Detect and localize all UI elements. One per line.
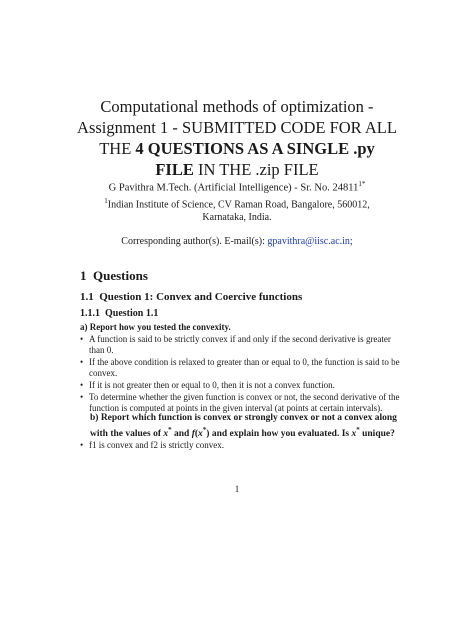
math-paren-close: ) [206,429,210,440]
title-line-3-bold: 4 QUESTIONS AS A SINGLE .py [135,139,375,158]
subsubsection-number: 1.1.1 [80,308,100,319]
corresponding-label: Corresponding author(s). E-mail(s): [121,236,268,247]
subsection-number: 1.1 [80,291,94,303]
affiliation-line-1 [70,195,404,211]
bullet-list-answer [80,440,400,452]
section-heading [80,268,148,284]
affiliation-text-1: Indian Institute of Science, CV Raman Road, Bangalore, 560012, [107,199,370,211]
question-a: a) Report how you tested the convexity. [80,322,231,332]
subsection-heading [80,291,302,303]
question-b-part-1: b) Report which function is convex or strongly convex or not a convex along with the values of [90,413,397,440]
question-b-part-4: unique? [359,429,395,440]
math-x: x [198,429,203,440]
email-link[interactable]: gpavithra@iisc.ac.in [267,236,350,247]
affiliation-marker: 1 [104,197,108,205]
subsubsection-title: Question 1.1 [105,308,159,319]
list-item: • A function is said to be strictly convex if and only if the second derivative is greater than 0. [80,334,400,356]
list-item: • If the above condition is relaxed to greater than or equal to 0, the function is said to be convex. [80,357,400,379]
title-line-2: Assignment 1 - SUBMITTED CODE FOR ALL [77,118,397,137]
section-title: Questions [93,268,148,283]
math-star: * [356,426,360,434]
list-item: • f1 is convex and f2 is strictly convex. [80,440,400,451]
list-item: • To determine whether the given function is convex or not, the second derivative of the function is computed at points in the given interval (at points at certain intervals). [80,392,400,414]
question-b-part-3: and explain how you evaluated. Is [209,429,352,440]
math-x: x [351,429,357,440]
title-line-3 [60,138,414,159]
title-line-3-prefix: THE [99,139,136,158]
affiliation-line-2: Karnataka, India. [202,212,272,224]
corresponding-suffix: ; [349,236,353,247]
author-marker: 1* [358,180,366,188]
math-star: * [168,426,172,434]
math-star: * [202,426,207,434]
page-number: 1 [234,484,240,494]
author-name: G Pavithra M.Tech. (Artificial Intelligence) - Sr. No. 24811 [108,182,359,194]
math-f: f [191,429,195,440]
math-paren-open: ( [194,429,199,440]
question-b-part-2: and [171,429,192,440]
corresponding-author [40,236,434,247]
title-line-4-bold: FILE [155,160,194,179]
bullet-list-convexity [80,334,400,415]
subsubsection-heading [80,308,158,319]
paper-title [60,96,414,180]
question-b [90,412,400,440]
subsection-title: Question 1: Convex and Coercive functions [99,291,303,303]
title-line-4-suffix: IN THE .zip FILE [193,160,319,179]
list-item: • If it is not greater then or equal to 0, then it is not a convex function. [80,380,400,391]
affiliation [70,195,404,224]
title-line-1: Computational methods of optimization - [100,97,374,116]
title-line-4 [60,159,414,180]
section-number: 1 [80,268,87,283]
math-x: x [163,429,169,440]
author-line [40,180,434,194]
